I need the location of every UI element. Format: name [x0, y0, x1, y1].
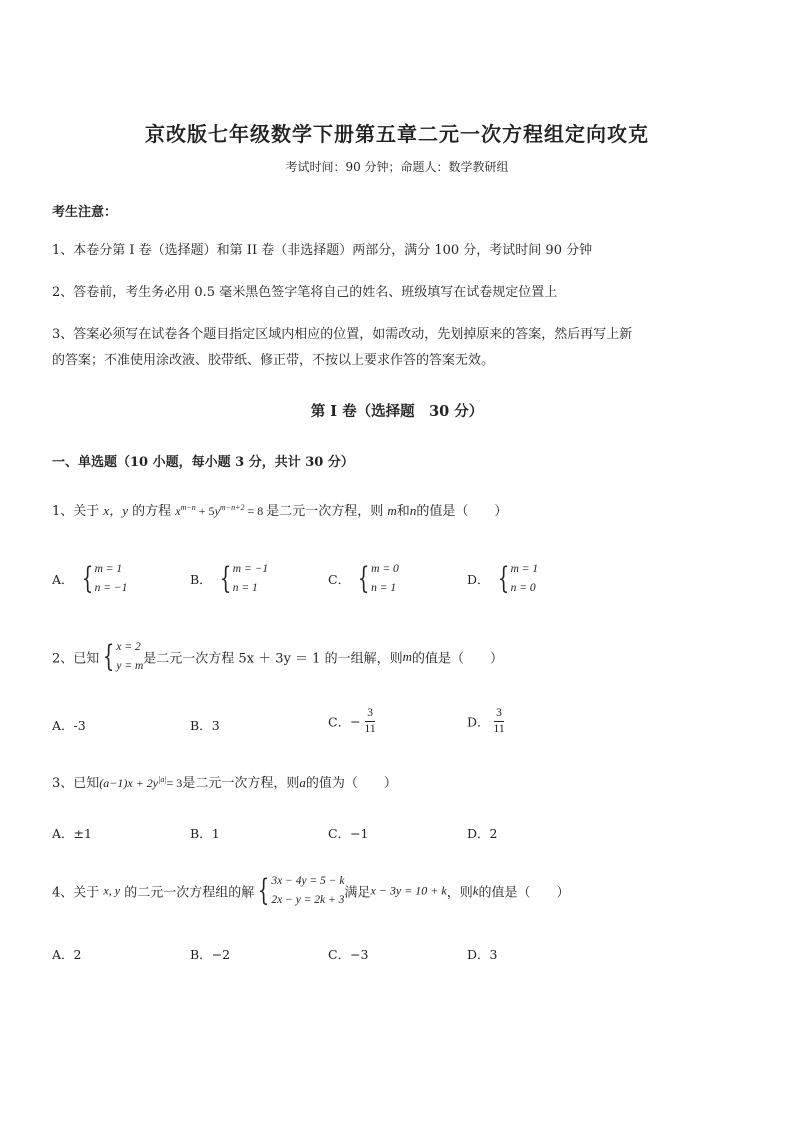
q2-option-d[interactable]: D． $\frac{3}{11}$ — [467, 707, 505, 735]
q2-option-c[interactable]: C．− $\frac{3}{11}$ — [328, 707, 376, 735]
notice-item-3: 3、答案必须写在试卷各个题目指定区域内相应的位置，如需改动，先划掉原来的答案，然后再写上新 — [52, 327, 633, 342]
q3-option-d[interactable]: D．2 — [467, 826, 498, 841]
section-title: 第 I 卷（选择题 30 分） — [310, 403, 484, 420]
q1-option-d[interactable]: D． { m = 1 n = 0 — [467, 561, 539, 596]
exam-title: 京改版七年级数学下册第五章二元一次方程组定向攻克 — [145, 122, 649, 146]
q1-equation: $x^{m-n} + 5y^{m-n+2} = 8$ — [175, 503, 264, 518]
question-3: 3、已知$(a-1)x + 2y^{|a|}= 3$是二元一次方程，则a的值为（ ） — [52, 775, 397, 791]
q1-option-a[interactable]: A． { m = 1 n = −1 — [52, 561, 128, 596]
q4-system: { 3x − 4y = 5 − k 2x − y = 2k + 3 — [258, 873, 345, 908]
q3-option-c[interactable]: C．−1 — [328, 826, 369, 841]
notice-item-1: 1、本卷分第 I 卷（选择题）和第 II 卷（非选择题）两部分，满分 100 分，考试时间 90 分钟 — [52, 243, 593, 258]
q4-option-b[interactable]: B．−2 — [190, 947, 231, 962]
notice-item-3-cont: 的答案；不准使用涂改液、胶带纸、修正带，不按以上要求作答的答案无效。 — [52, 353, 495, 368]
question-2: 2、已知 { x = 2 y = m 是二元一次方程 5x ＋ 3y ＝ 1 的一组解，则m的值是（ ） — [52, 639, 503, 674]
q1-option-c[interactable]: C． { m = 0 n = 1 — [328, 561, 399, 596]
notice-item-2: 2、答卷前，考生务必用 0.5 毫米黑色签字笔将自己的姓名、班级填写在试卷规定位置上 — [52, 285, 558, 300]
q3-option-b[interactable]: B．1 — [190, 826, 220, 841]
q2-option-b[interactable]: B．3 — [190, 718, 220, 733]
question-1: 1、关于 x，y 的方程 $x^{m-n} + 5y^{m-n+2} = 8$ 是二元一次方程，则 m和n的值是（ ） — [52, 503, 508, 519]
q2-option-a[interactable]: A．-3 — [52, 718, 86, 733]
q1-option-b[interactable]: B． { m = −1 n = 1 — [190, 561, 269, 596]
part-heading: 一、单选题（10 小题，每小题 3 分，共计 30 分） — [52, 455, 354, 470]
q4-option-c[interactable]: C．−3 — [328, 947, 369, 962]
q2-system: { x = 2 y = m — [103, 639, 144, 674]
q3-option-a[interactable]: A．±1 — [52, 826, 92, 841]
q3-equation: $(a-1)x + 2y^{|a|}= 3$ — [99, 775, 183, 790]
notice-heading: 考生注意： — [52, 205, 118, 220]
exam-subtitle: 考试时间：90 分钟；命题人：数学教研组 — [285, 160, 509, 174]
question-4: 4、关于 x, y 的二元一次方程组的解 { 3x − 4y = 5 − k 2x − y = 2k + 3 满足x − 3y = 10 + k，则k的值是（ ） — [52, 873, 570, 908]
q4-option-d[interactable]: D．3 — [467, 947, 498, 962]
q4-option-a[interactable]: A．2 — [52, 947, 82, 962]
